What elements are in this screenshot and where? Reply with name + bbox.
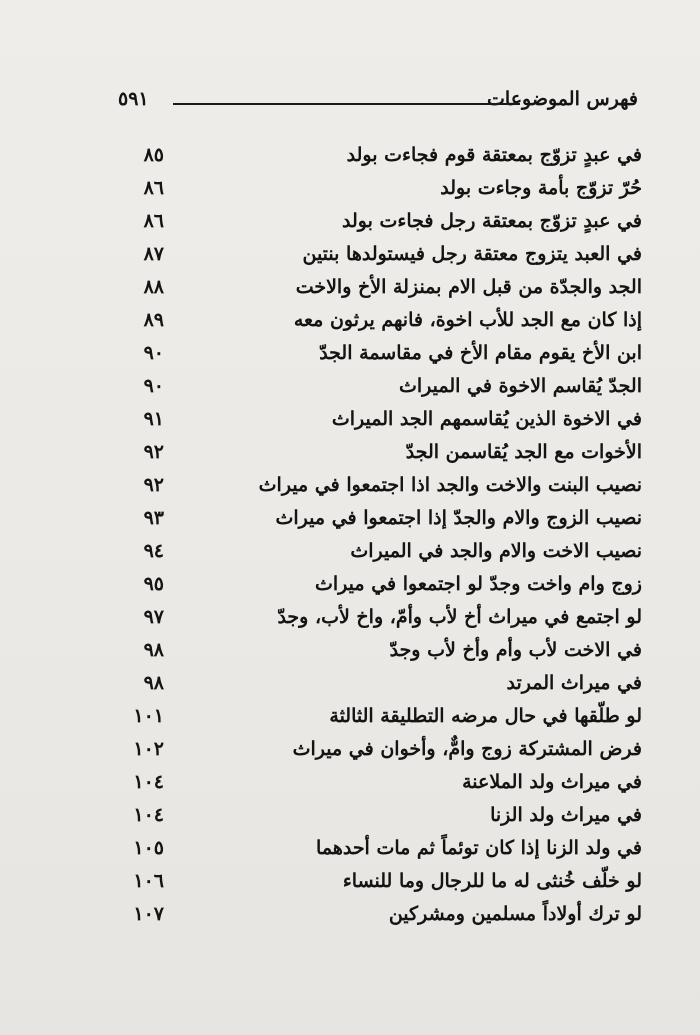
toc-entry-page: ٩٠ [143,375,164,397]
header-rule [173,103,520,105]
toc-entry-page: ٩٤ [143,540,164,562]
toc-entry-page: ٩٠ [143,342,164,364]
toc-entry-page: ٩٢ [143,441,164,463]
toc-entry-title: حُرّ تزوّج بأمة وجاءت بولد [440,177,642,199]
toc-entry [118,305,642,338]
toc-entry [118,833,642,866]
toc-entry [118,338,642,371]
toc-entry-title: في الاخت لأب وأم وأخ لأب وجدّ [389,639,642,661]
header-title: فهرس الموضوعات [487,88,638,110]
toc-entry-title: إذا كان مع الجد للأب اخوة، فانهم يرثون معه [293,309,642,331]
toc-entry-title: نصيب الاخت والام والجد في الميراث [350,540,642,562]
toc-entry [118,866,642,899]
toc-entry-page: ١٠٧ [133,903,164,925]
toc-entry-title: في عبدٍ تزوّج بمعتقة رجل فجاءت بولد [342,210,642,232]
toc-entry-page: ١٠٦ [133,870,164,892]
toc-entry [118,404,642,437]
toc-entry-page: ٨٨ [143,276,164,298]
toc-entry-page: ٩١ [143,408,164,430]
toc-entry-title: في ميراث المرتد [506,672,642,694]
toc-entry-title: لو اجتمع في ميراث أخ لأب وأمّ، واخ لأب، وجدّ [277,606,642,628]
toc-entry [118,470,642,503]
toc-entry-title: لو طلّقها في حال مرضه التطليقة الثالثة [329,705,642,727]
toc-entry-title: لو خلّف خُنثى له ما للرجال وما للنساء [342,870,642,892]
toc-entry-title: في الاخوة الذين يُقاسمهم الجد الميراث [331,408,642,430]
toc-entry-page: ١٠٥ [133,837,164,859]
toc-entry-title: الأخوات مع الجد يُقاسمن الجدّ [405,441,642,463]
toc-entry [118,800,642,833]
toc-entry-title: في العبد يتزوج معتقة رجل فيستولدها بنتين [302,243,642,265]
toc-entry [118,437,642,470]
toc-entry-title: نصيب البنت والاخت والجد اذا اجتمعوا في ميراث [258,474,642,496]
toc-entry [118,701,642,734]
toc-entry-title: في عبدٍ تزوّج بمعتقة قوم فجاءت بولد [346,144,642,166]
toc-entry [118,602,642,635]
toc-entry [118,173,642,206]
toc-entry-page: ٨٥ [143,144,164,166]
toc-entry [118,272,642,305]
toc-entry-page: ١٠٢ [133,738,164,760]
toc-entry-title: في ميراث ولد الزنا [490,804,642,826]
toc-entry [118,635,642,668]
toc-entry [118,536,642,569]
page-header [118,88,638,118]
toc-entry [118,206,642,239]
toc-entry-page: ١٠١ [133,705,164,727]
toc-entry-page: ٨٧ [143,243,164,265]
toc-entry-title: في ميراث ولد الملاعنة [462,771,642,793]
toc-entry-title: في ولد الزنا إذا كان توئماً ثم مات أحدهما [316,837,642,859]
toc-entry-page: ١٠٤ [133,804,164,826]
toc-entry [118,239,642,272]
toc-entry [118,371,642,404]
toc-entry-page: ٩٢ [143,474,164,496]
toc-entry-page: ٩٣ [143,507,164,529]
toc-list [118,140,642,932]
toc-entry-title: فرض المشتركة زوج وامٌّ، وأخوان في ميراث [292,738,642,760]
toc-entry-page: ٩٨ [143,672,164,694]
toc-entry-title: نصيب الزوج والام والجدّ إذا اجتمعوا في ميراث [275,507,642,529]
toc-entry-title: الجد والجدّة من قبل الام بمنزلة الأخ والاخت [295,276,642,298]
toc-entry-page: ١٠٤ [133,771,164,793]
toc-entry-page: ٨٩ [143,309,164,331]
toc-entry-page: ٩٥ [143,573,164,595]
toc-entry-page: ٩٨ [143,639,164,661]
toc-entry-page: ٨٦ [143,210,164,232]
toc-entry-title: الجدّ يُقاسم الاخوة في الميراث [398,375,642,397]
toc-entry [118,140,642,173]
toc-entry-page: ٨٦ [143,177,164,199]
toc-entry [118,767,642,800]
toc-entry [118,899,642,932]
toc-entry [118,569,642,602]
toc-entry-title: ابن الأخ يقوم مقام الأخ في مقاسمة الجدّ [319,342,642,364]
header-page-number: ٥٩١ [118,88,149,110]
toc-entry-title: لو ترك أولاداً مسلمين ومشركين [388,903,642,925]
toc-entry-title: زوج وام واخت وجدّ لو اجتمعوا في ميراث [315,573,642,595]
toc-entry [118,734,642,767]
toc-entry-page: ٩٧ [143,606,164,628]
toc-entry [118,503,642,536]
toc-entry [118,668,642,701]
